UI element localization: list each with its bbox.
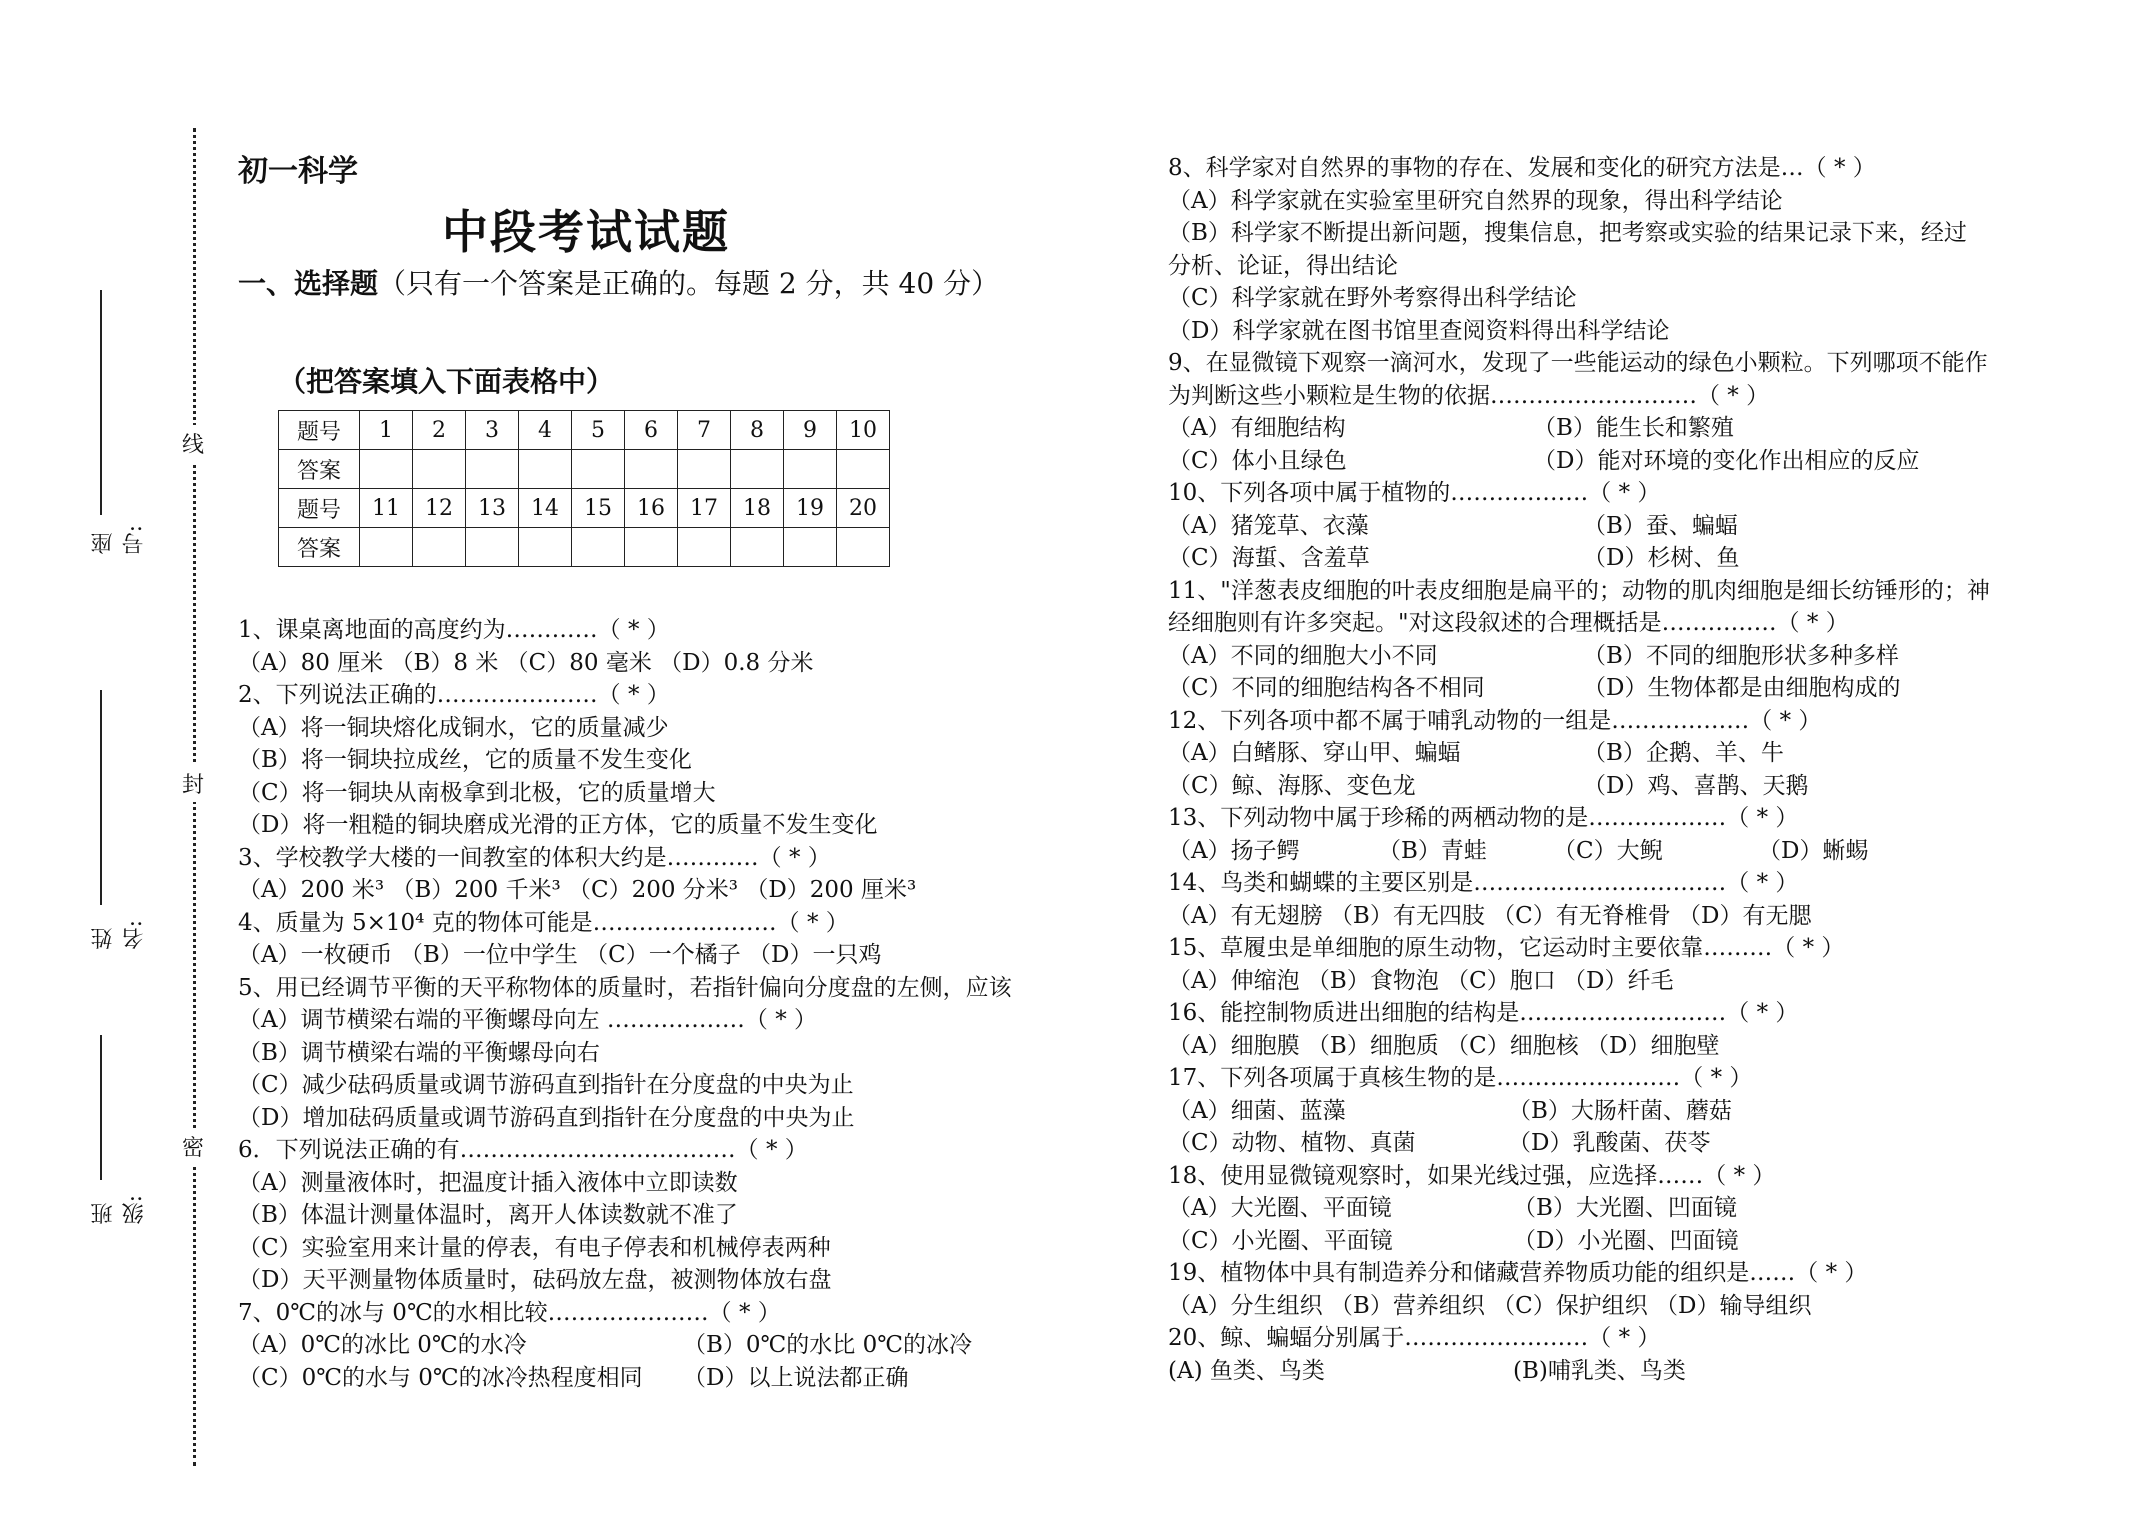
question-line <box>238 777 1098 810</box>
option-text: （B）不同的细胞形状多种多样 <box>1583 642 1899 669</box>
answer-table-ans-row-2 <box>279 528 890 567</box>
question-text: 3、学校教学大楼的一间教室的体积大约是…………（ * ） <box>238 844 831 871</box>
option-text: （C）0℃的水与 0℃的冰冷热程度相同 <box>238 1364 643 1391</box>
option-text: （D）小光圈、凹面镜 <box>1513 1227 1739 1254</box>
name-label: 姓名: <box>91 920 147 950</box>
question-text: （A）80 厘米 （B）8 米 （C）80 毫米 （D）0.8 分米 <box>238 649 814 676</box>
question-line <box>1168 282 2108 315</box>
question-text: （C）科学家就在野外考察得出科学结论 <box>1168 285 1577 311</box>
question-text: 1、课桌离地面的高度约为…………（ * ） <box>238 617 670 643</box>
answer-cell[interactable] <box>837 450 890 489</box>
question-line <box>1168 1160 2108 1193</box>
question-line <box>1168 1062 2108 1095</box>
option-line <box>1168 770 2108 803</box>
question-line <box>238 1199 1098 1232</box>
option-line <box>1168 1225 2108 1258</box>
num-cell: 8 <box>731 411 784 450</box>
answer-cell[interactable] <box>519 528 572 567</box>
option-text: （A）猪笼草、衣藻 <box>1168 512 1369 539</box>
question-line <box>238 744 1098 777</box>
option-text: （A）不同的细胞大小不同 <box>1168 642 1438 669</box>
question-text: 15、草履虫是单细胞的原生动物，它运动时主要依靠………（ * ） <box>1168 935 1845 961</box>
answer-table-num-row-1 <box>279 411 890 450</box>
option-text: （D）鸡、喜鹊、天鹅 <box>1583 772 1809 799</box>
question-line <box>238 1232 1098 1265</box>
question-line <box>238 1102 1098 1135</box>
option-text: （D）生物体都是由细胞构成的 <box>1583 675 1901 701</box>
option-line <box>1168 1192 2108 1225</box>
answer-cell[interactable] <box>413 450 466 489</box>
question-text: 6．下列说法正确的有………………………………（ * ） <box>238 1137 808 1163</box>
question-line <box>1168 802 2108 835</box>
question-text: （A）伸缩泡 （B）食物泡 （C）胞口 （D）纤毛 <box>1168 967 1674 994</box>
num-cell: 20 <box>837 489 890 528</box>
question-line <box>238 874 1098 907</box>
question-text: 2、下列说法正确的…………………（ * ） <box>238 682 670 708</box>
option-text: （C）鲸、海豚、变色龙 <box>1168 772 1416 799</box>
option-text: （B）企鹅、羊、牛 <box>1583 740 1784 766</box>
option-text: （B）0℃的水比 0℃的冰冷 <box>683 1332 972 1358</box>
option-text: （D）以上说法都正确 <box>683 1364 909 1391</box>
answer-cell[interactable] <box>466 528 519 567</box>
right-question-column <box>1168 152 2108 1387</box>
num-cell: 19 <box>784 489 837 528</box>
question-text: 5、用已经调节平衡的天平称物体的质量时，若指针偏向分度盘的左侧，应该 <box>238 974 1012 1001</box>
option-line <box>1168 640 2108 673</box>
answer-cell[interactable] <box>784 450 837 489</box>
question-text: 9、在显微镜下观察一滴河水，发现了一些能运动的绿色小颗粒。下列哪项不能作 <box>1168 350 1988 376</box>
option-line <box>1168 737 2108 770</box>
question-text: （A）科学家就在实验室里研究自然界的现象，得出科学结论 <box>1168 187 1783 214</box>
question-text: （C）减少砝码质量或调节游码直到指针在分度盘的中央为止 <box>238 1072 854 1098</box>
question-line <box>1168 217 2108 250</box>
question-line <box>238 647 1098 680</box>
question-text: 4、质量为 5×10⁴ 克的物体可能是……………………（ * ） <box>238 909 849 936</box>
answer-table-ans-row-1 <box>279 450 890 489</box>
row-label: 题号 <box>279 489 360 528</box>
option-text: （C）小光圈、平面镜 <box>1168 1227 1393 1254</box>
binding-mark-seal: 封 <box>180 765 206 802</box>
question-line <box>238 1134 1098 1167</box>
option-text: （D）蜥蜴 <box>1758 837 1869 864</box>
option-line <box>1168 445 2108 478</box>
question-line <box>238 809 1098 842</box>
answer-cell[interactable] <box>466 450 519 489</box>
left-question-column <box>238 614 1098 1394</box>
answer-cell[interactable] <box>572 528 625 567</box>
num-cell: 4 <box>519 411 572 450</box>
option-text: （C）体小且绿色 <box>1168 447 1347 474</box>
option-line <box>1168 1355 2108 1388</box>
num-cell: 3 <box>466 411 519 450</box>
option-line <box>238 1362 1098 1395</box>
question-text: （A）测量液体时，把温度计插入液体中立即读数 <box>238 1169 738 1196</box>
question-text: （B）科学家不断提出新问题，搜集信息，把考察或实验的结果记录下来，经过 <box>1168 220 1967 246</box>
answer-table-num-row-2 <box>279 489 890 528</box>
question-text: 12、下列各项中都不属于哺乳动物的一组是………………（ * ） <box>1168 707 1822 734</box>
option-text: （A）白鳍豚、穿山甲、蝙蝠 <box>1168 740 1461 766</box>
option-line <box>1168 835 2108 868</box>
num-cell: 12 <box>413 489 466 528</box>
question-line <box>1168 380 2108 413</box>
question-text: 分析、论证，得出结论 <box>1168 252 1398 279</box>
question-text: （A）细胞膜 （B）细胞质 （C）细胞核 （D）细胞壁 <box>1168 1032 1720 1059</box>
section-heading-note: （只有一个答案是正确的。每题 2 分，共 40 分） <box>378 267 1000 300</box>
option-text: （A）扬子鳄 <box>1168 837 1300 864</box>
question-line <box>1168 1257 2108 1290</box>
answer-table <box>278 410 890 567</box>
binding-mark-line: 线 <box>180 425 206 462</box>
answer-cell[interactable] <box>837 528 890 567</box>
option-line <box>1168 510 2108 543</box>
num-cell: 11 <box>360 489 413 528</box>
option-text: （C）大鲵 <box>1553 837 1663 864</box>
option-line <box>1168 672 2108 705</box>
num-cell: 7 <box>678 411 731 450</box>
question-line <box>1168 152 2108 185</box>
num-cell: 9 <box>784 411 837 450</box>
question-text: （D）科学家就在图书馆里查阅资料得出科学结论 <box>1168 317 1670 344</box>
option-text: （D）杉树、鱼 <box>1583 545 1740 571</box>
question-text: （A）分生组织 （B）营养组织 （C）保护组织 （D）输导组织 <box>1168 1292 1812 1319</box>
num-cell: 15 <box>572 489 625 528</box>
answer-cell[interactable] <box>360 528 413 567</box>
exam-title: 中段考试试题 <box>442 205 730 259</box>
option-text: （B）大光圈、凹面镜 <box>1513 1195 1737 1221</box>
question-text: 经细胞则有许多突起。"对这段叙述的合理概括是……………（ * ） <box>1168 610 1849 636</box>
option-line <box>1168 1095 2108 1128</box>
num-cell: 2 <box>413 411 466 450</box>
question-text: （B）体温计测量体温时，离开人体读数就不准了 <box>238 1202 738 1228</box>
question-text: （D）天平测量物体质量时，砝码放左盘，被测物体放右盘 <box>238 1267 832 1293</box>
section-heading-bold: 一、选择题 <box>238 267 379 300</box>
row-label: 答案 <box>279 450 360 489</box>
option-text: （A）大光圈、平面镜 <box>1168 1195 1392 1221</box>
question-text: 20、鲸、蝙蝠分别属于……………………（ * ） <box>1168 1325 1661 1351</box>
question-line <box>238 614 1098 647</box>
num-cell: 5 <box>572 411 625 450</box>
question-line <box>238 679 1098 712</box>
option-text: （B）蚕、蝙蝠 <box>1583 512 1738 539</box>
question-line <box>238 1264 1098 1297</box>
question-text: 18、使用显微镜观察时，如果光线过强，应选择……（ * ） <box>1168 1162 1776 1189</box>
question-text: （A）调节横梁右端的平衡螺母向左 ………………（ * ） <box>238 1007 818 1033</box>
option-text: （C）不同的细胞结构各不相同 <box>1168 675 1485 701</box>
num-cell: 10 <box>837 411 890 450</box>
question-line <box>238 972 1098 1005</box>
question-line <box>238 1069 1098 1102</box>
option-line <box>1168 412 2108 445</box>
option-line <box>238 1329 1098 1362</box>
question-text: 17、下列各项属于真核生物的是……………………（ * ） <box>1168 1065 1753 1091</box>
binding-mark-secret: 密 <box>180 1128 206 1165</box>
answer-cell[interactable] <box>519 450 572 489</box>
option-line <box>1168 542 2108 575</box>
seat-label: 座号: <box>91 525 147 555</box>
num-cell: 13 <box>466 489 519 528</box>
row-label: 答案 <box>279 528 360 567</box>
answer-cell[interactable] <box>572 450 625 489</box>
section-heading <box>238 262 999 302</box>
question-line <box>238 1004 1098 1037</box>
question-text: 16、能控制物质进出细胞的结构是………………………（ * ） <box>1168 1000 1799 1026</box>
question-line <box>238 1297 1098 1330</box>
question-text: （C）将一铜块从南极拿到北极，它的质量增大 <box>238 779 716 806</box>
question-line <box>1168 965 2108 998</box>
num-cell: 16 <box>625 489 678 528</box>
subject-label: 初一科学 <box>238 154 358 189</box>
answer-cell[interactable] <box>678 450 731 489</box>
question-text: 19、植物体中具有制造养分和储藏营养物质功能的组织是……（ * ） <box>1168 1260 1868 1286</box>
option-text: （D）能对环境的变化作出相应的反应 <box>1533 447 1920 474</box>
question-line <box>1168 900 2108 933</box>
option-text: （D）乳酸菌、茯苓 <box>1508 1130 1711 1156</box>
question-line <box>238 712 1098 745</box>
option-text: （C）海蜇、含羞草 <box>1168 545 1370 571</box>
option-text: （B）青蛙 <box>1378 837 1487 864</box>
option-text: （A）有细胞结构 <box>1168 415 1346 441</box>
question-text: （B）将一铜块拉成丝，它的质量不发生变化 <box>238 747 692 773</box>
option-text: （C）动物、植物、真菌 <box>1168 1130 1416 1156</box>
class-label: 班级: <box>91 1195 147 1225</box>
question-line <box>238 1037 1098 1070</box>
question-line <box>1168 1290 2108 1323</box>
num-cell: 1 <box>360 411 413 450</box>
question-text: （D）增加砝码质量或调节游码直到指针在分度盘的中央为止 <box>238 1104 855 1131</box>
answer-cell[interactable] <box>678 528 731 567</box>
question-line <box>1168 1322 2108 1355</box>
option-text: （A）细菌、蓝藻 <box>1168 1097 1346 1124</box>
answer-cell[interactable] <box>360 450 413 489</box>
question-line <box>1168 250 2108 283</box>
question-text: （B）调节横梁右端的平衡螺母向右 <box>238 1039 600 1066</box>
answer-cell[interactable] <box>731 450 784 489</box>
num-cell: 6 <box>625 411 678 450</box>
question-line <box>1168 185 2108 218</box>
answer-cell[interactable] <box>731 528 784 567</box>
question-text: 13、下列动物中属于珍稀的两栖动物的是………………（ * ） <box>1168 805 1799 831</box>
answer-cell[interactable] <box>784 528 837 567</box>
row-label: 题号 <box>279 411 360 450</box>
question-text: 7、0℃的冰与 0℃的水相比较…………………（ * ） <box>238 1299 781 1326</box>
question-line <box>238 939 1098 972</box>
question-text: （A）将一铜块熔化成铜水，它的质量减少 <box>238 714 669 741</box>
question-line <box>1168 932 2108 965</box>
answer-cell[interactable] <box>625 450 678 489</box>
option-line <box>1168 1127 2108 1160</box>
num-cell: 14 <box>519 489 572 528</box>
question-line <box>1168 867 2108 900</box>
num-cell: 18 <box>731 489 784 528</box>
question-text: （D）将一粗糙的铜块磨成光滑的正方体，它的质量不发生变化 <box>238 812 878 838</box>
question-line <box>1168 477 2108 510</box>
question-text: （A）200 米³ （B）200 千米³ （C）200 分米³ （D）200 厘米³ <box>238 877 917 903</box>
option-text: （A）0℃的冰比 0℃的水冷 <box>238 1332 527 1358</box>
question-line <box>1168 575 2108 608</box>
question-text: 11、"洋葱表皮细胞的叶表皮细胞是扁平的；动物的肌肉细胞是细长纺锤形的；神 <box>1168 577 1990 604</box>
question-text: （A）一枚硬币 （B）一位中学生 （C）一个橘子 （D）一只鸡 <box>238 942 882 968</box>
option-text: (A) 鱼类、鸟类 <box>1168 1357 1325 1384</box>
question-line <box>1168 315 2108 348</box>
question-line <box>1168 705 2108 738</box>
question-line <box>238 842 1098 875</box>
question-line <box>1168 1030 2108 1063</box>
option-text: (B)哺乳类、鸟类 <box>1513 1357 1686 1384</box>
question-line <box>1168 997 2108 1030</box>
question-text: （C）实验室用来计量的停表，有电子停表和机械停表两种 <box>238 1234 831 1261</box>
option-text: （B）能生长和繁殖 <box>1533 415 1734 441</box>
num-cell: 17 <box>678 489 731 528</box>
question-text: 10、下列各项中属于植物的………………（ * ） <box>1168 480 1661 506</box>
fill-note: （把答案填入下面表格中） <box>278 365 615 398</box>
answer-cell[interactable] <box>413 528 466 567</box>
question-text: 8、科学家对自然界的事物的存在、发展和变化的研究方法是…（ * ） <box>1168 155 1876 181</box>
option-text: （B）大肠杆菌、蘑菇 <box>1508 1097 1732 1124</box>
question-text: 为判断这些小颗粒是生物的依据………………………（ * ） <box>1168 382 1770 409</box>
question-text: 14、鸟类和蝴蝶的主要区别是……………………………（ * ） <box>1168 870 1799 896</box>
question-line <box>238 907 1098 940</box>
answer-cell[interactable] <box>625 528 678 567</box>
question-line <box>1168 607 2108 640</box>
question-line <box>238 1167 1098 1200</box>
question-line <box>1168 347 2108 380</box>
question-text: （A）有无翅膀 （B）有无四肢 （C）有无脊椎骨 （D）有无腮 <box>1168 902 1812 929</box>
